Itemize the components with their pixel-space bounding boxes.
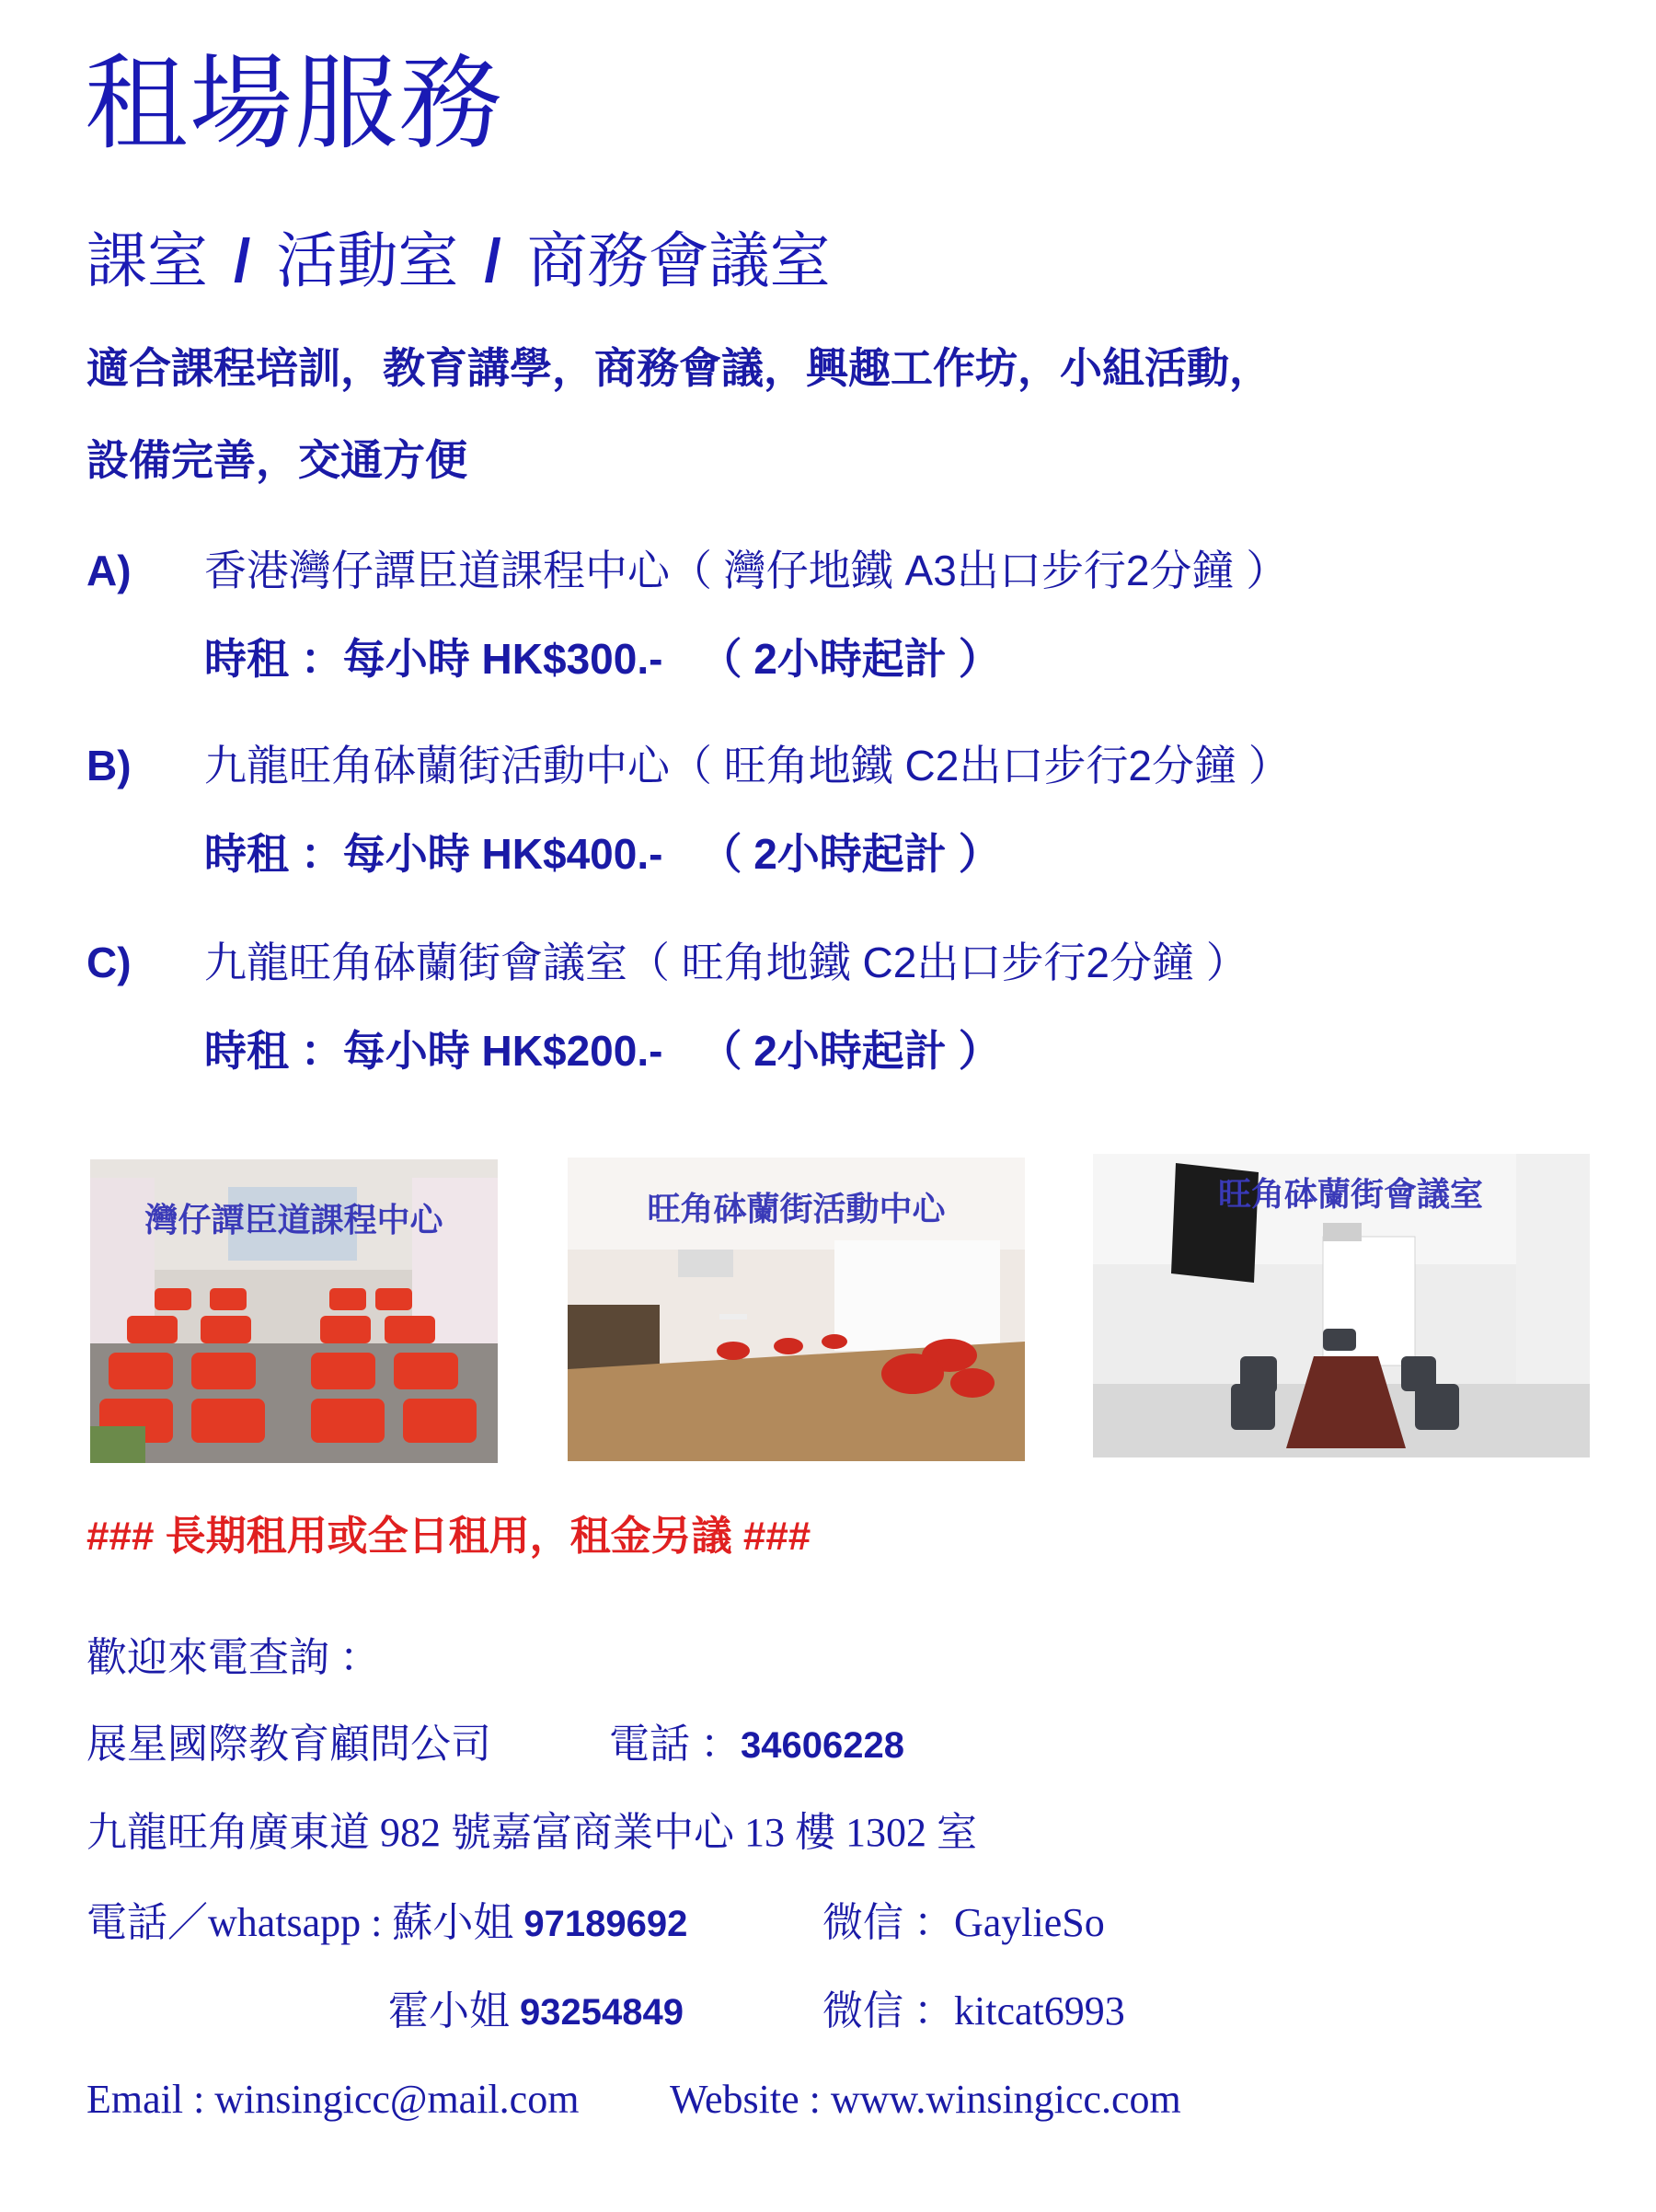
wechat-id[interactable]: kitcat6993 bbox=[954, 1988, 1125, 2033]
contact-person-2-phone[interactable]: 93254849 bbox=[520, 1992, 684, 2033]
venue-b-minimum: （ 2小時起計 ） bbox=[699, 830, 1001, 878]
venue-a-label: A) bbox=[86, 547, 132, 594]
website-link[interactable]: Website : www.winsingicc.com bbox=[670, 2077, 1181, 2122]
email-website-line bbox=[86, 2072, 1181, 2127]
venue-b-label: B) bbox=[86, 742, 132, 789]
company-name: 展星國際教育顧問公司 bbox=[86, 1722, 491, 1767]
photo-mongkok-activity-room bbox=[568, 1158, 1025, 1461]
wechat-id[interactable]: GaylieSo bbox=[954, 1900, 1105, 1945]
phone-number[interactable]: 34606228 bbox=[741, 1725, 904, 1766]
venue-b-rate: 時租 ：每小時 HK$400.- bbox=[204, 830, 663, 878]
separator: / bbox=[484, 226, 501, 294]
room-type-activity: 活動室 bbox=[276, 226, 459, 294]
contact-person-2-line bbox=[388, 1984, 1125, 2040]
wechat-label: 微信 ： bbox=[822, 1900, 954, 1945]
venue-c-minimum: （ 2小時起計 ） bbox=[699, 1027, 1001, 1075]
wechat-label: 微信 ： bbox=[822, 1988, 954, 2033]
wechat-1 bbox=[822, 1895, 1105, 1951]
venue-c-rate: 時租 ：每小時 HK$200.- bbox=[204, 1027, 663, 1075]
description-line-2: 設備完善，交通方便 bbox=[86, 436, 467, 484]
venue-c-label: C) bbox=[86, 939, 132, 986]
venue-a-minimum: （ 2小時起計 ） bbox=[699, 635, 1001, 683]
photo-caption: 灣仔譚臣道課程中心 bbox=[144, 1201, 443, 1238]
company-phone bbox=[609, 1717, 904, 1773]
venue-a-rate: 時租 ：每小時 HK$300.- bbox=[204, 635, 663, 683]
separator: / bbox=[234, 226, 251, 294]
venue-a-name: 香港灣仔譚臣道課程中心（ 灣仔地鐵 A3出口步行2分鐘 ） bbox=[204, 547, 1289, 594]
page-title: 租場服務 bbox=[85, 46, 504, 161]
room-types bbox=[86, 219, 831, 302]
rental-note: ### 長期租用或全日租用，租金另議 ### bbox=[86, 1514, 811, 1559]
venue-a-rate-line bbox=[204, 631, 1001, 686]
room-type-meeting: 商務會議室 bbox=[526, 226, 831, 294]
description-line-1: 適合課程培訓，教育講學，商務會議，興趣工作坊，小組活動， bbox=[86, 344, 1271, 392]
photo-caption: 旺角砵蘭街活動中心 bbox=[647, 1190, 946, 1227]
contact-person-1-phone[interactable]: 97189692 bbox=[523, 1904, 688, 1944]
room-type-classroom: 課室 bbox=[86, 226, 208, 294]
venue-c-name: 九龍旺角砵蘭街會議室（ 旺角地鐵 C2出口步行2分鐘 ） bbox=[204, 939, 1248, 986]
photo-mongkok-meeting-room bbox=[1093, 1154, 1590, 1457]
photo-wanchai-classroom bbox=[90, 1159, 498, 1463]
wechat-2 bbox=[822, 1984, 1125, 2039]
contact-person-1-line bbox=[86, 1895, 1105, 1952]
email-link[interactable]: Email : winsingicc@mail.com bbox=[86, 2077, 580, 2122]
photo-caption: 旺角砵蘭街會議室 bbox=[1217, 1175, 1483, 1213]
phone-label: 電話 ： bbox=[609, 1722, 741, 1767]
venue-b-name: 九龍旺角砵蘭街活動中心（ 旺角地鐵 C2出口步行2分鐘 ） bbox=[204, 742, 1291, 789]
contact-intro: 歡迎來電查詢 ： bbox=[86, 1635, 380, 1680]
address: 九龍旺角廣東道 982 號嘉富商業中心 13 樓 1302 室 bbox=[86, 1810, 977, 1855]
whatsapp-label: 電話／whatsapp : bbox=[86, 1900, 393, 1945]
company-line bbox=[86, 1717, 904, 1772]
venue-c-rate-line bbox=[204, 1023, 1001, 1078]
venue-b-rate-line bbox=[204, 826, 1001, 881]
contact-person-2: 霍小姐 bbox=[388, 1988, 510, 2033]
contact-person-1: 蘇小姐 bbox=[392, 1900, 514, 1945]
